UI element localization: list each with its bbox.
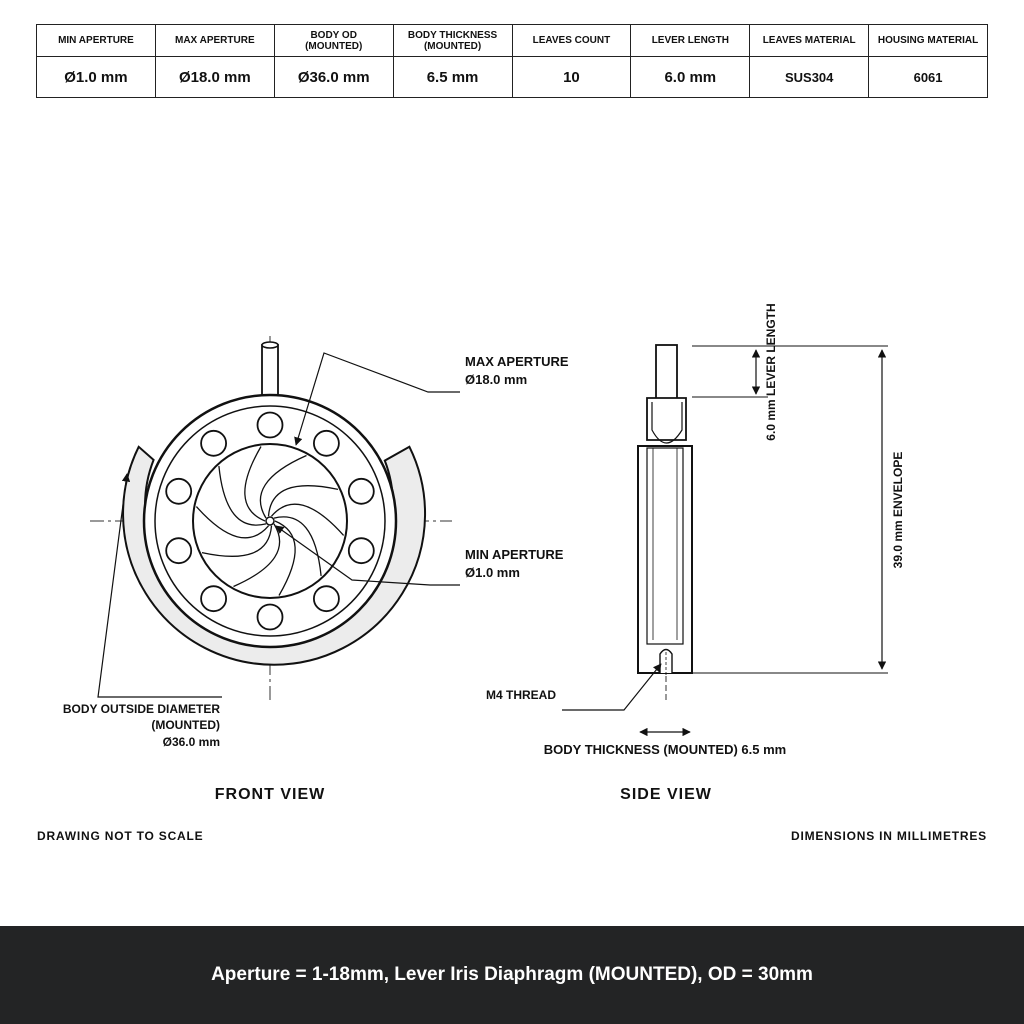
envelope-label: 39.0 mm ENVELOPE xyxy=(891,451,905,569)
lever-pin-top xyxy=(262,342,278,348)
body-od-label-line1: BODY OUTSIDE DIAMETER xyxy=(62,702,220,716)
spec-header-leaves-material: LEAVES MATERIAL xyxy=(750,25,869,57)
mounting-hole xyxy=(201,586,226,611)
spec-header-housing-material: HOUSING MATERIAL xyxy=(869,25,988,57)
mounting-hole xyxy=(166,538,191,563)
spec-header-body-thickness: BODY THICKNESS (MOUNTED) xyxy=(393,25,512,57)
side-body-recess xyxy=(647,448,683,644)
spec-value-leaves-count: 10 xyxy=(512,57,631,98)
front-view xyxy=(63,336,569,803)
mounting-hole xyxy=(258,605,283,630)
thickness-label: BODY THICKNESS (MOUNTED) 6.5 mm xyxy=(543,742,787,757)
spec-header-lever-length: LEVER LENGTH xyxy=(631,25,750,57)
max-aperture-value: Ø18.0 mm xyxy=(465,372,528,387)
body-od-value: Ø36.0 mm xyxy=(162,735,220,749)
mounting-hole xyxy=(314,431,339,456)
mounting-hole xyxy=(314,586,339,611)
side-view-title: SIDE VIEW xyxy=(620,786,712,803)
spec-value-max-aperture: Ø18.0 mm xyxy=(155,57,274,98)
footer-text: Aperture = 1-18mm, Lever Iris Diaphragm (MOUNTED), OD = 30mm xyxy=(211,964,813,985)
spec-value-leaves-material: SUS304 xyxy=(750,57,869,98)
mounting-hole xyxy=(201,431,226,456)
footer-banner xyxy=(0,926,1024,1024)
units-note: DIMENSIONS IN MILLIMETRES xyxy=(790,829,987,843)
mounting-hole xyxy=(349,538,374,563)
min-aperture-value: Ø1.0 mm xyxy=(465,565,520,580)
spec-value-body-thickness: 6.5 mm xyxy=(393,57,512,98)
spec-header-body-od: BODY OD (MOUNTED) xyxy=(274,25,393,57)
spec-value-lever-length: 6.0 mm xyxy=(631,57,750,98)
mounting-hole xyxy=(166,479,191,504)
m4-thread-label: M4 THREAD xyxy=(485,688,556,702)
mounting-hole xyxy=(349,479,374,504)
body-od-label-line2: (MOUNTED) xyxy=(151,718,220,732)
front-view-title: FRONT VIEW xyxy=(214,786,326,803)
mounting-hole xyxy=(258,413,283,438)
spec-value-min-aperture: Ø1.0 mm xyxy=(37,57,156,98)
min-aperture-circle xyxy=(266,517,274,525)
spec-value-housing-material: 6061 xyxy=(869,57,988,98)
spec-header-min-aperture: MIN APERTURE xyxy=(37,25,156,57)
min-aperture-label: MIN APERTURE xyxy=(465,547,564,562)
scale-note: DRAWING NOT TO SCALE xyxy=(37,829,204,843)
lever-length-label: 6.0 mm LEVER LENGTH xyxy=(764,303,778,441)
lever-pin xyxy=(262,345,278,397)
spec-header-leaves-count: LEAVES COUNT xyxy=(512,25,631,57)
spec-value-body-od: Ø36.0 mm xyxy=(274,57,393,98)
max-aperture-label: MAX APERTURE xyxy=(465,354,569,369)
spec-header-max-aperture: MAX APERTURE xyxy=(155,25,274,57)
